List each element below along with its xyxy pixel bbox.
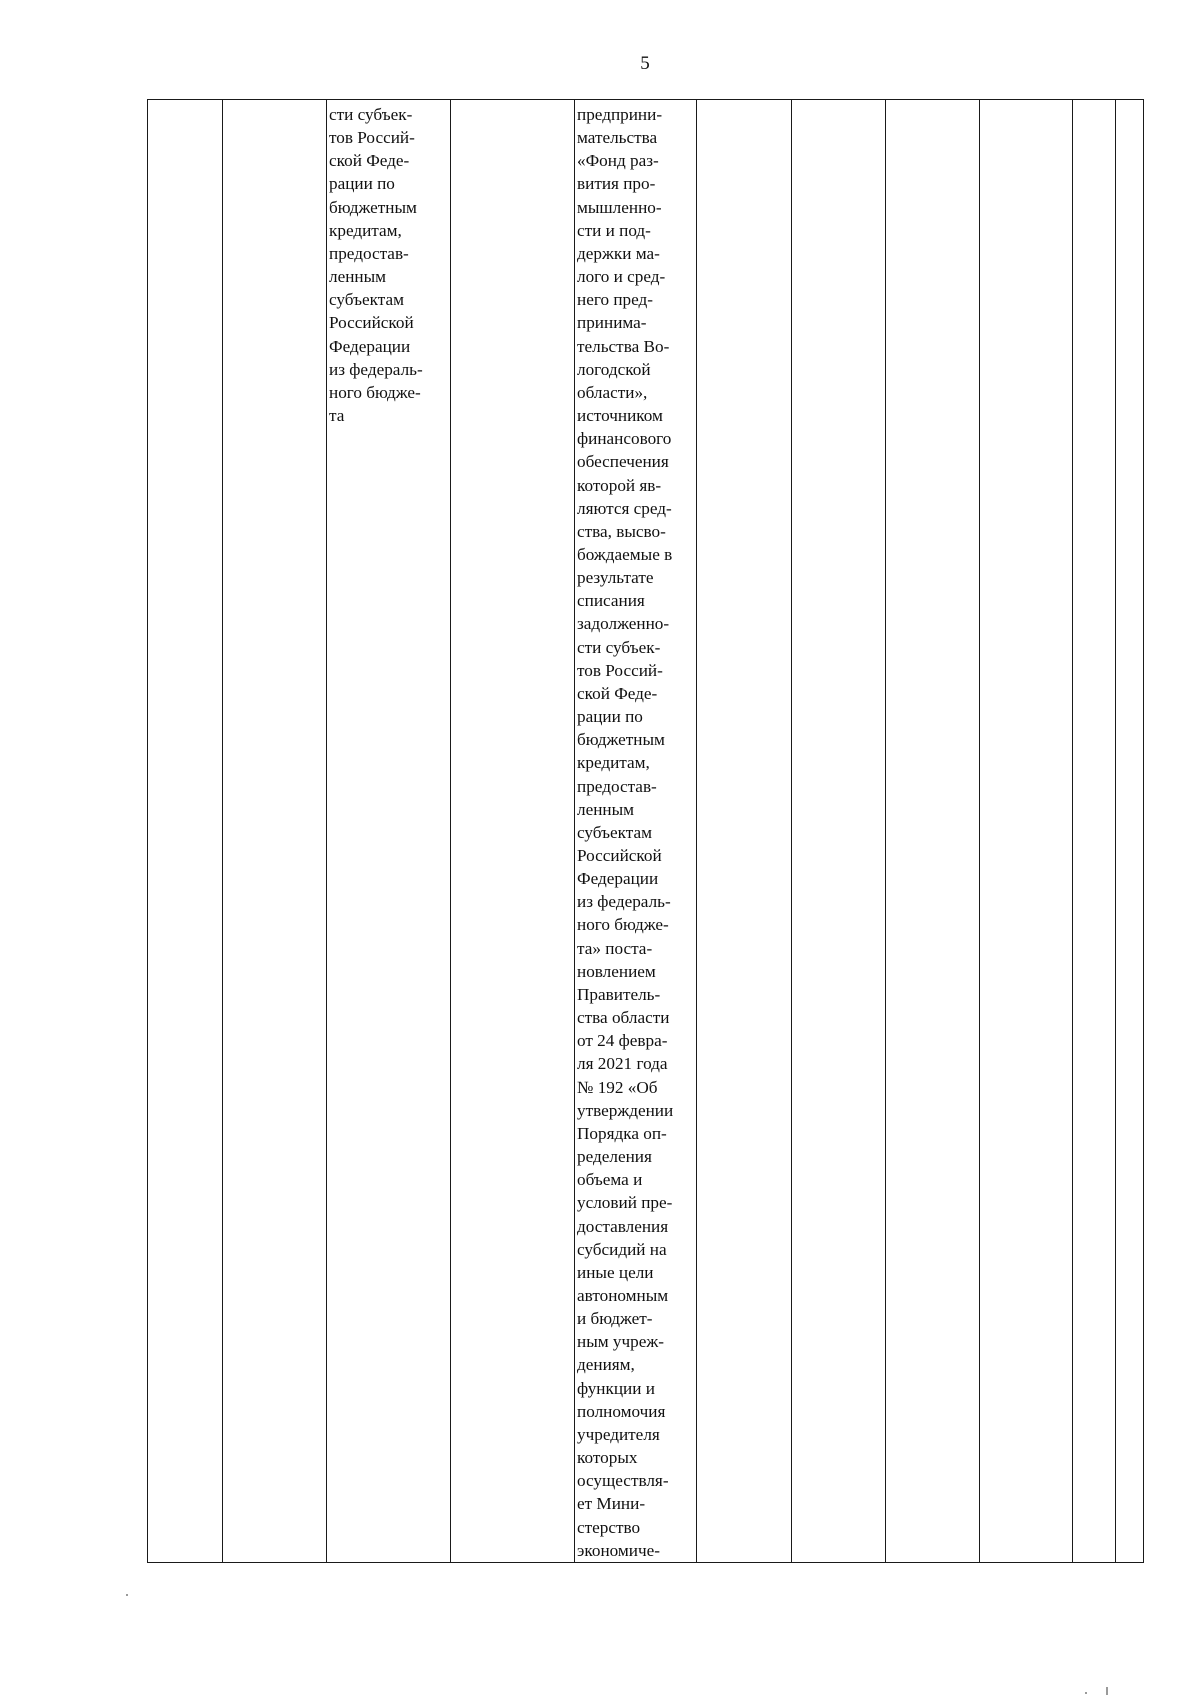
table-cell-col7 bbox=[792, 100, 886, 1563]
table-cell-col2 bbox=[223, 100, 327, 1563]
page-number: 5 bbox=[640, 53, 650, 74]
table-cell-col4 bbox=[451, 100, 575, 1563]
table-cell-col8 bbox=[886, 100, 980, 1563]
table-cell-col1 bbox=[148, 100, 223, 1563]
scan-speck bbox=[126, 1594, 128, 1596]
table-cell-col10 bbox=[1073, 100, 1116, 1563]
table-cell-col6 bbox=[697, 100, 792, 1563]
scan-speck bbox=[1085, 1692, 1087, 1694]
document-table bbox=[147, 99, 1144, 1563]
cell-text-col3: сти субъек- тов Россий- ской Феде- рации по бюджетным кредитам, предостав- ленным субъектам Российской Федерации из федераль- ного бюдже- та bbox=[329, 105, 423, 426]
table-cell-col11 bbox=[1116, 100, 1144, 1563]
table-cell-col9 bbox=[980, 100, 1073, 1563]
table-cell-col5 bbox=[575, 100, 697, 1563]
table-row bbox=[148, 100, 1144, 1563]
cell-text-col5: предприни- мательства «Фонд раз- вития про- мышленно- сти и под- держки ма- лого и сред- него пред- принима- тельства Во- логодской области», источником финансового обеспечения которой яв- ляются сред- ства, высво- бождаемые в результате списания задолженно- сти субъек- тов Россий- ской Феде- рации по бюджетным кредитам, предостав- ленным субъектам Российской Федерации из федераль- ного бюдже- та» поста- новлением Правитель- ства области от 24 февра- ля 2021 года № 192 «Об утверждении Порядка оп- ределения объема и условий пре- доставления субсидий на иные цели автономным и бюджет- ным учреж- дениям, функции и полномочия учредителя которых осуществля- ет Мини- стерство экономиче- bbox=[577, 105, 674, 1560]
scan-speck bbox=[1106, 1687, 1108, 1695]
table-cell-col3 bbox=[327, 100, 451, 1563]
